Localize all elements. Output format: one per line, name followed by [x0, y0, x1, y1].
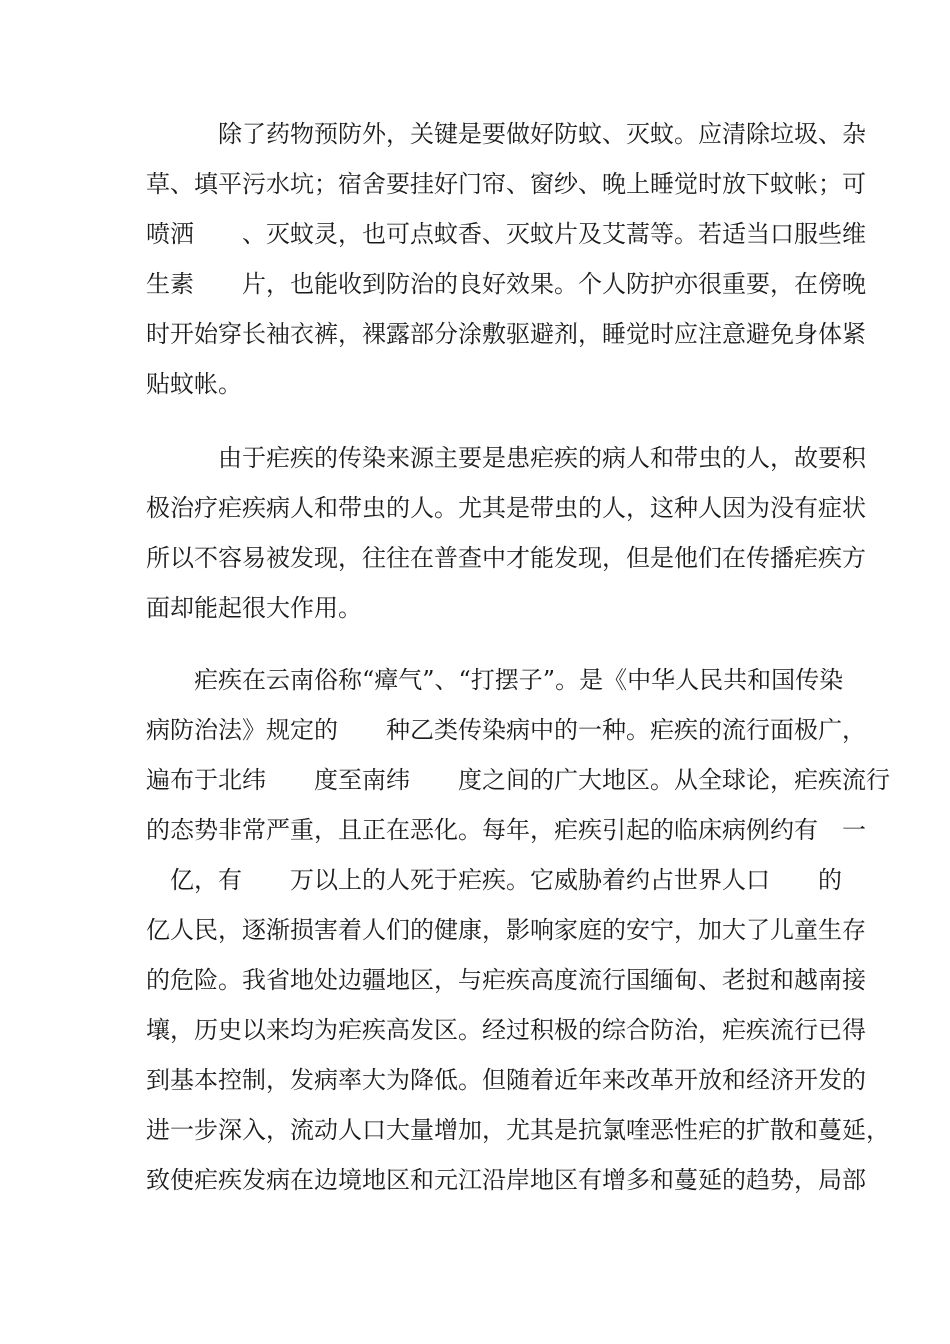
paragraph-line: 亿人民，逐渐损害着人们的健康，影响家庭的安宁，加大了儿童生存 — [146, 916, 866, 944]
paragraph-line: 草、填平污水坑；宿舍要挂好门帘、窗纱、晚上睡觉时放下蚊帐；可 — [146, 170, 866, 198]
paragraph-line: 壤，历史以来均为疟疾高发区。经过积极的综合防治，疟疾流行已得 — [146, 1016, 866, 1044]
paragraph-line: 致使疟疾发病在边境地区和元江沿岸地区有增多和蔓延的趋势，局部 — [146, 1166, 866, 1194]
paragraph-line: 除了药物预防外，关键是要做好防蚊、灭蚊。应清除垃圾、杂 — [146, 120, 866, 148]
paragraph-line: 亿，有 万以上的人死于疟疾。它威胁着约占世界人口 的 — [146, 866, 842, 894]
paragraph-line: 疟疾在云南俗称“瘴气”、“打摆子”。是《中华人民共和国传染 — [146, 666, 844, 694]
paragraph-line: 时开始穿长袖衣裤，裸露部分涂敷驱避剂，睡觉时应注意避免身体紧 — [146, 320, 866, 348]
paragraph-line: 的态势非常严重，且正在恶化。每年，疟疾引起的临床病例约有 一 — [146, 816, 866, 844]
paragraph-line: 到基本控制，发病率大为降低。但随着近年来改革开放和经济开发的 — [146, 1066, 866, 1094]
paragraph-line: 所以不容易被发现，往往在普查中才能发现，但是他们在传播疟疾方 — [146, 544, 866, 572]
paragraph-line: 由于疟疾的传染来源主要是患疟疾的病人和带虫的人，故要积 — [146, 444, 866, 472]
paragraph-line: 贴蚊帐。 — [146, 370, 242, 398]
paragraph-line: 遍布于北纬 度至南纬 度之间的广大地区。从全球论，疟疾流行 — [146, 766, 890, 794]
paragraph-line: 生素 片，也能收到防治的良好效果。个人防护亦很重要，在傍晚 — [146, 270, 866, 298]
paragraph-line: 的危险。我省地处边疆地区，与疟疾高度流行国缅甸、老挝和越南接 — [146, 966, 866, 994]
paragraph-line: 进一步深入，流动人口大量增加，尤其是抗氯喹恶性疟的扩散和蔓延， — [146, 1116, 890, 1144]
paragraph-line: 面却能起很大作用。 — [146, 594, 362, 622]
paragraph-line: 病防治法》规定的 种乙类传染病中的一种。疟疾的流行面极广， — [146, 716, 866, 744]
paragraph-line: 喷洒 、灭蚊灵，也可点蚊香、灭蚊片及艾蒿等。若适当口服些维 — [146, 220, 866, 248]
paragraph-line: 极治疗疟疾病人和带虫的人。尤其是带虫的人，这种人因为没有症状 — [146, 494, 866, 522]
